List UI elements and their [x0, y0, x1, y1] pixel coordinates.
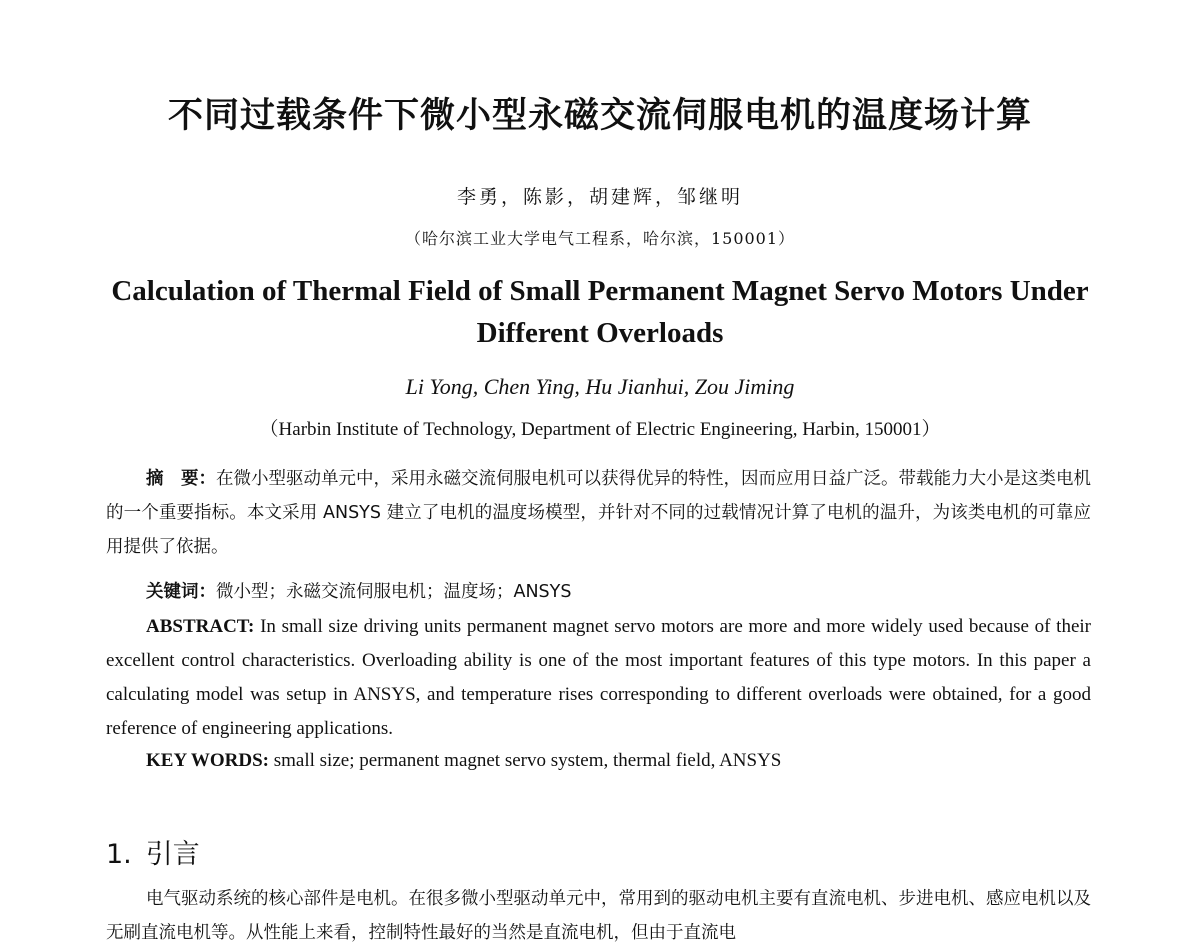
- abstract-en: [106, 610, 1091, 746]
- abstract-cn-text: 在微小型驱动单元中，采用永磁交流伺服电机可以获得优异的特性，因而应用日益广泛。带载能力大小是这类电机的一个重要指标。本文采用 ANSYS 建立了电机的温度场模型，并针对不同的过载情况计算了电机的温升，为该类电机的可靠应用提供了依据。: [106, 469, 1091, 557]
- paper-title-en: Calculation of Thermal Field of Small Permanent Magnet Servo Motors Under Different Overloads: [111, 275, 1089, 349]
- section-title: 引言: [145, 839, 200, 870]
- abstract-en-label: ABSTRACT:: [146, 616, 255, 637]
- keywords-cn-text: 微小型；永磁交流伺服电机；温度场；ANSYS: [216, 582, 572, 602]
- authors-cn: 李勇，陈影，胡建辉，邹继明: [456, 186, 743, 208]
- keywords-en-text: small size; permanent magnet servo system, thermal field, ANSYS: [269, 750, 782, 771]
- abstract-cn-label: 摘 要：: [146, 469, 216, 489]
- abstract-en-text: In small size driving units permanent magnet servo motors are more and more widely used because of their excellent control characteristics. Overloading ability is one of the most important features of this type motors. In this paper a calculating model was setup in ANSYS, and temperature rises corresponding to different overloads were obtained, for a good reference of engineering applications.: [106, 616, 1091, 739]
- affiliation-cn: （哈尔滨工业大学电气工程系，哈尔滨，150001）: [404, 229, 796, 248]
- keywords-en: [106, 744, 1091, 778]
- introduction-paragraph: 电气驱动系统的核心部件是电机。在很多微小型驱动单元中，常用到的驱动电机主要有直流电机、步进电机、感应电机以及无刷直流电机等。从性能上来看，控制特性最好的当然是直流电机，但由于直流电: [106, 889, 1091, 943]
- keywords-cn: [106, 575, 1091, 609]
- paper-title-cn: 不同过载条件下微小型永磁交流伺服电机的温度场计算: [167, 96, 1032, 136]
- keywords-en-label: KEY WORDS:: [146, 750, 269, 771]
- abstract-cn: [106, 462, 1091, 564]
- section-number: 1.: [106, 839, 132, 870]
- affiliation-en: （Harbin Institute of Technology, Department of Electric Engineering, Harbin, 150001）: [259, 419, 941, 440]
- authors-en: Li Yong, Chen Ying, Hu Jianhui, Zou Jiming: [405, 374, 795, 399]
- keywords-cn-label: 关键词：: [146, 582, 216, 602]
- section-heading-introduction: [106, 832, 200, 871]
